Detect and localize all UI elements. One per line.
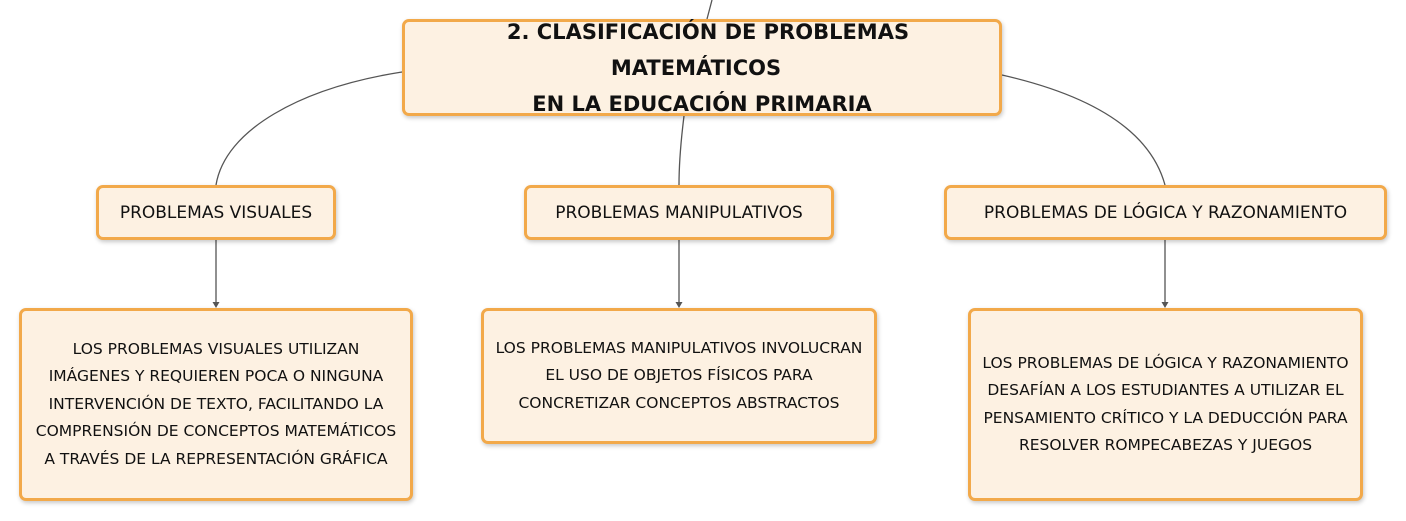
subtopic-manipulativos-description[interactable] (481, 308, 877, 444)
connector-root-logica (1002, 75, 1165, 185)
connector-root-visuales (216, 72, 402, 185)
connector-root-manipulativos (679, 116, 684, 185)
subtopic-text: LOS PROBLEMAS MANIPULATIVOS INVOLUCRAN EL USO DE OBJETOS FÍSICOS PARA CONCRETIZAR CONCEPTOS ABSTRACTOS (495, 338, 863, 412)
root-title-line1: 2. CLASIFICACIÓN DE PROBLEMAS MATEMÁTICOS (506, 19, 910, 80)
topic-label: PROBLEMAS MANIPULATIVOS (555, 202, 803, 223)
root-topic-title (405, 14, 999, 122)
subtopic-visuales-description[interactable] (19, 308, 413, 501)
topic-problemas-manipulativos[interactable] (524, 185, 834, 240)
topic-problemas-visuales[interactable] (96, 185, 336, 240)
root-topic-node[interactable] (402, 19, 1002, 116)
subtopic-text: LOS PROBLEMAS VISUALES UTILIZAN IMÁGENES Y REQUIEREN POCA O NINGUNA INTERVENCIÓN DE TEXTO, FACILITANDO LA COMPRENSIÓN DE CONCEPTOS MATEMÁTICOS A TRAVÉS DE LA REPRESENTACIÓN GRÁFICA (35, 339, 397, 468)
topic-label: PROBLEMAS DE LÓGICA Y RAZONAMIENTO (983, 202, 1348, 223)
topic-label: PROBLEMAS VISUALES (119, 202, 313, 223)
topic-problemas-logica-razonamiento[interactable] (944, 185, 1387, 240)
root-title-line2: EN LA EDUCACIÓN PRIMARIA (532, 91, 872, 116)
subtopic-text: LOS PROBLEMAS DE LÓGICA Y RAZONAMIENTO DESAFÍAN A LOS ESTUDIANTES A UTILIZAR EL PENSAMIENTO CRÍTICO Y LA DEDUCCIÓN PARA RESOLVER ROMPECABEZAS Y JUEGOS (982, 353, 1349, 454)
subtopic-logica-description[interactable] (968, 308, 1363, 501)
